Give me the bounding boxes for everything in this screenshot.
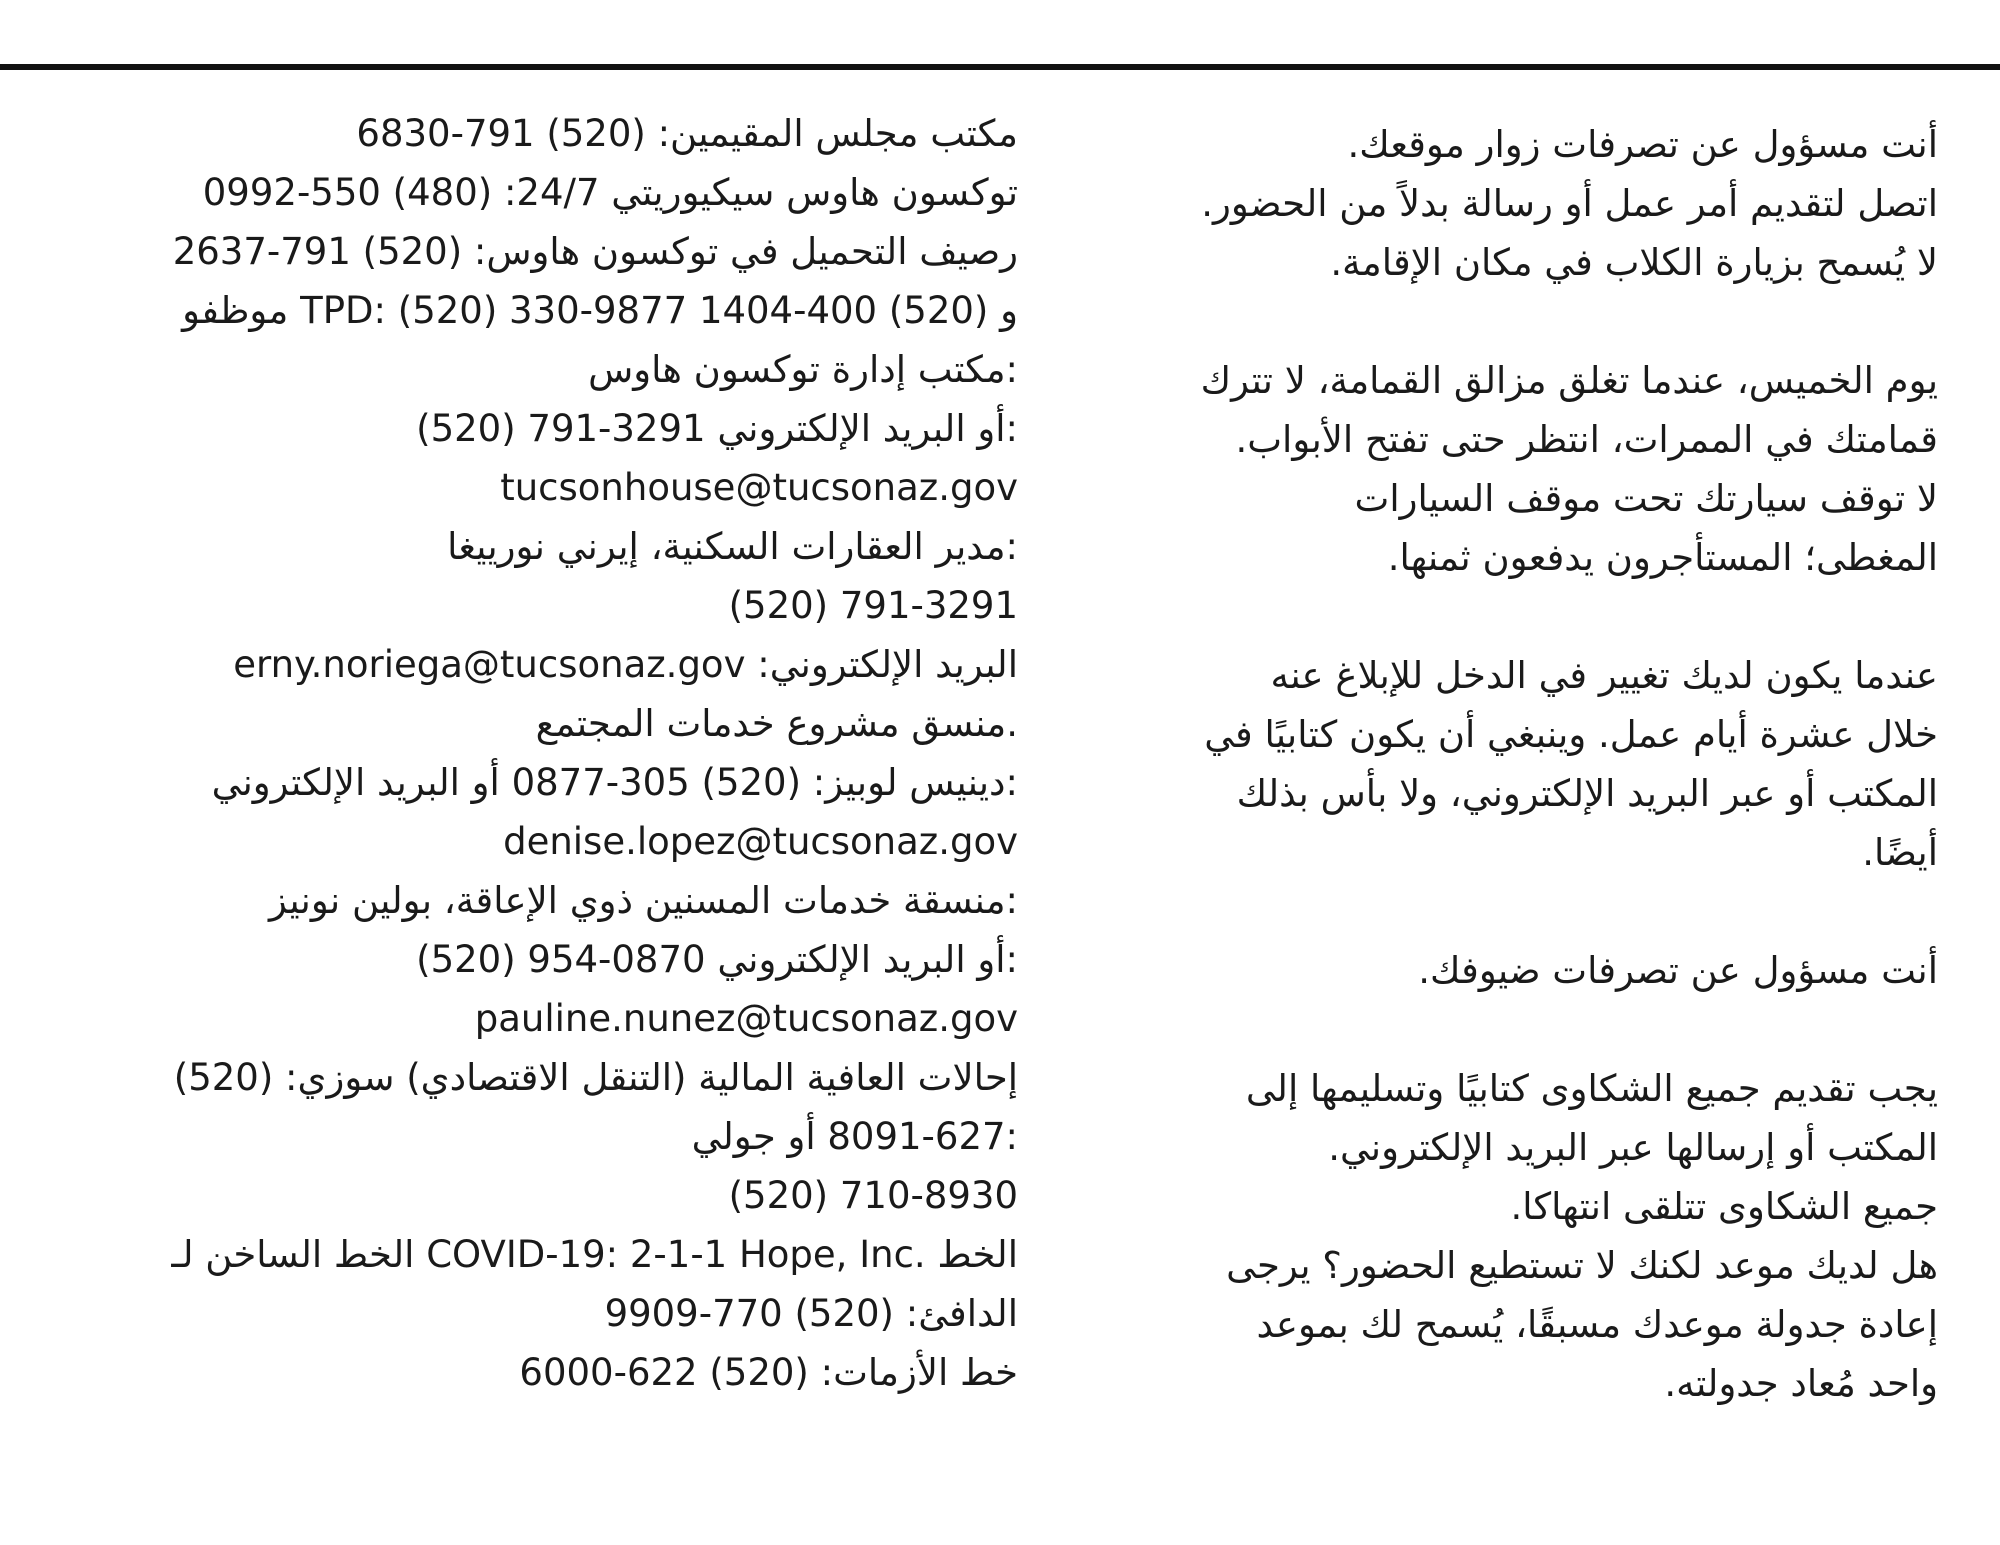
text-line: إعادة جدولة موعدك مسبقًا، يُسمح لك بموعد bbox=[1256, 1303, 1938, 1346]
contact-line-julie-phone: (520) 710-8930 bbox=[728, 1174, 1018, 1217]
text-line: المكتب أو عبر البريد الإلكتروني، ولا بأس بذلك bbox=[1236, 772, 1938, 815]
text-line: جميع الشكاوى تتلقى انتهاكا. bbox=[1510, 1185, 1938, 1228]
contact-line-property-manager: :مدير العقارات السكنية، إيرني نورييغا bbox=[447, 525, 1018, 568]
contact-line-pauline-phone: :أو البريد الإلكتروني 0870-954 (520) bbox=[416, 938, 1018, 981]
text-line: المكتب أو إرسالها عبر البريد الإلكتروني. bbox=[1328, 1126, 1938, 1169]
text-line: اتصل لتقديم أمر عمل أو رسالة بدلاً من الحضور. bbox=[1201, 182, 1938, 225]
text-line: أنت مسؤول عن تصرفات ضيوفك. bbox=[1418, 949, 1938, 992]
notice-paragraph-guests bbox=[1038, 941, 1938, 1000]
contact-line-management-email: tucsonhouse@tucsonaz.gov bbox=[500, 466, 1018, 509]
contact-line-property-manager-phone: (520) 791-3291 bbox=[728, 584, 1018, 627]
text-line: أيضًا. bbox=[1862, 831, 1938, 874]
notice-paragraph-complaints-appointments bbox=[1038, 1059, 1938, 1413]
contact-line-denise-email: denise.lopez@tucsonaz.gov bbox=[503, 820, 1018, 863]
contact-line-covid-hotline: الخط .COVID-19: 2-1-1 Hope, Inc الخط الساخن لـ bbox=[171, 1233, 1018, 1276]
contact-line-loading-dock: رصيف التحميل في توكسون هاوس: (520) 791-2637 bbox=[172, 230, 1018, 273]
contact-line-management-office: :مكتب إدارة توكسون هاوس bbox=[588, 348, 1018, 391]
text-line: هل لديك موعد لكنك لا تستطيع الحضور؟ يرجى bbox=[1226, 1244, 1938, 1287]
text-line: خلال عشرة أيام عمل. وينبغي أن يكون كتابيًا في bbox=[1204, 713, 1938, 756]
contact-line-julie: :8091-627 أو جولي bbox=[691, 1115, 1018, 1158]
text-line: المغطى؛ المستأجرون يدفعون ثمنها. bbox=[1387, 536, 1938, 579]
contact-line-security: توكسون هاوس سيكيوريتي 24/7: (480) 550-0992 bbox=[202, 171, 1018, 214]
contact-line-financial-wellness: إحالات العافية المالية (التنقل الاقتصادي) سوزي: (520) bbox=[173, 1056, 1018, 1099]
contact-line-denise-phone: :دينيس لوبيز: (520) 305-0877 أو البريد الإلكتروني bbox=[211, 761, 1018, 804]
top-divider-rule bbox=[0, 64, 2000, 70]
contact-line-tpd: و (520) 400-1404 9877-330 (520) :TPD موظفو bbox=[182, 289, 1018, 332]
contact-line-crisis-line: خط الأزمات: (520) 622-6000 bbox=[519, 1351, 1018, 1394]
text-line: قمامتك في الممرات، انتظر حتى تفتح الأبواب. bbox=[1235, 418, 1938, 461]
contact-line-residents-council: مكتب مجلس المقيمين: (520) 791-6830 bbox=[356, 112, 1018, 155]
text-line: لا توقف سيارتك تحت موقف السيارات bbox=[1354, 477, 1938, 520]
contact-line-property-manager-email: erny.noriega@tucsonaz.gov :البريد الإلكتروني bbox=[233, 643, 1018, 686]
text-line: عندما يكون لديك تغيير في الدخل للإبلاغ عنه bbox=[1270, 654, 1938, 697]
contacts-column bbox=[58, 104, 1018, 1402]
text-line: واحد مُعاد جدولته. bbox=[1664, 1362, 1938, 1405]
contact-line-senior-services: :منسقة خدمات المسنين ذوي الإعاقة، بولين نونيز bbox=[268, 879, 1018, 922]
text-line: يجب تقديم جميع الشكاوى كتابيًا وتسليمها إلى bbox=[1245, 1067, 1938, 1110]
text-line: لا يُسمح بزيارة الكلاب في مكان الإقامة. bbox=[1330, 241, 1938, 284]
contact-line-community-coordinator: .منسق مشروع خدمات المجتمع bbox=[535, 702, 1018, 745]
contact-line-management-phone: :أو البريد الإلكتروني 3291-791 (520) bbox=[416, 407, 1018, 450]
notice-paragraph-visitors bbox=[1038, 115, 1938, 292]
notice-paragraph-trash-parking bbox=[1038, 351, 1938, 587]
text-line: يوم الخميس، عندما تغلق مزالق القمامة، لا تترك bbox=[1200, 359, 1938, 402]
contact-line-pauline-email: pauline.nunez@tucsonaz.gov bbox=[474, 997, 1018, 1040]
contact-line-warm-line: الدافئ: (520) 770-9909 bbox=[604, 1292, 1018, 1335]
notices-column bbox=[1038, 115, 1938, 1413]
text-line: أنت مسؤول عن تصرفات زوار موقعك. bbox=[1347, 123, 1938, 166]
notice-paragraph-income-change bbox=[1038, 646, 1938, 882]
